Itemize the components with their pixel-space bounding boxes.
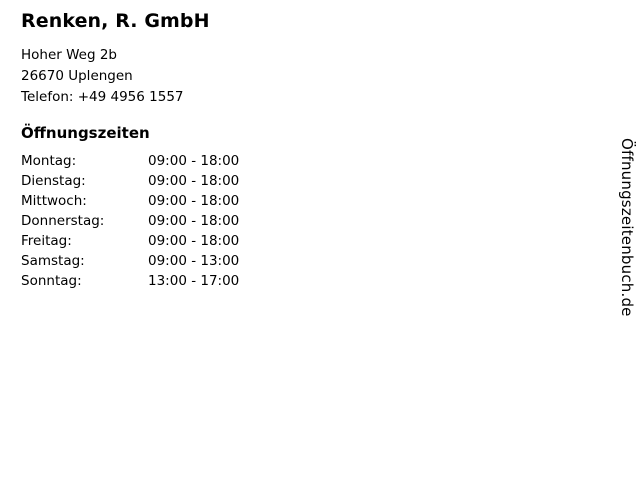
day-label: Donnerstag: bbox=[21, 213, 105, 229]
table-row bbox=[21, 253, 288, 273]
day-hours: 09:00 - 18:00 bbox=[148, 193, 240, 209]
day-hours: 09:00 - 18:00 bbox=[148, 213, 240, 229]
day-label: Samstag: bbox=[21, 253, 85, 269]
address-block bbox=[21, 45, 184, 108]
page-title: Renken, R. GmbH bbox=[21, 10, 210, 32]
day-hours: 09:00 - 13:00 bbox=[148, 253, 240, 269]
table-row bbox=[21, 273, 288, 293]
day-label: Dienstag: bbox=[21, 173, 86, 189]
day-hours: 09:00 - 18:00 bbox=[148, 173, 240, 189]
day-hours: 09:00 - 18:00 bbox=[148, 233, 240, 249]
opening-hours-heading: Öffnungszeiten bbox=[21, 124, 150, 142]
table-row bbox=[21, 193, 288, 213]
address-city: 26670 Uplengen bbox=[21, 68, 133, 84]
table-row bbox=[21, 213, 288, 233]
opening-hours-table bbox=[21, 153, 288, 293]
table-row bbox=[21, 153, 288, 173]
table-row bbox=[21, 173, 288, 193]
day-label: Mittwoch: bbox=[21, 193, 87, 209]
day-label: Freitag: bbox=[21, 233, 72, 249]
day-hours: 13:00 - 17:00 bbox=[148, 273, 240, 289]
watermark-label: Öffnungszeitenbuch.de bbox=[618, 138, 636, 317]
table-row bbox=[21, 233, 288, 253]
day-label: Sonntag: bbox=[21, 273, 82, 289]
day-hours: 09:00 - 18:00 bbox=[148, 153, 240, 169]
phone-number: Telefon: +49 4956 1557 bbox=[21, 89, 184, 105]
address-street: Hoher Weg 2b bbox=[21, 47, 117, 63]
day-label: Montag: bbox=[21, 153, 77, 169]
